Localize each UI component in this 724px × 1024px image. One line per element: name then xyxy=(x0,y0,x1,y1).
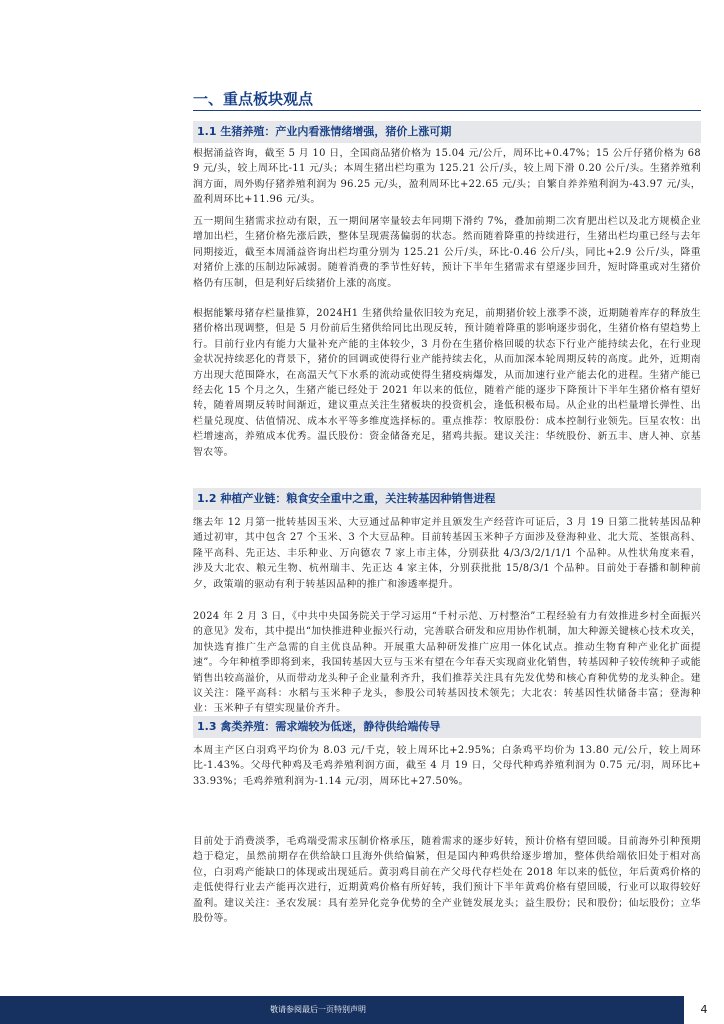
paragraph-hog-weight: 五一期间生猪需求拉动有限，五一期间屠宰量较去年同期下滑约 7%，叠加前期二次育肥出栏以及北方规模企业增加出栏，生猪价格先涨后跌，整体呈现震荡偏弱的状态。然而随着降重的持续进行，生猪出栏均重已经与去年同期接近，截至本周涌益咨询出栏均重分别为 125.21 公斤/头，环比-0.46 公斤/头，同比+2.9 公斤/头，降重对猪价上涨的压制边际减弱。随着消费的季节性好转，预计下半年生猪需求有望逐步回升，短时降重或对生猪价格仍有压制，但是利好后续猪价上涨的高度。 xyxy=(193,216,701,289)
disclaimer-note: 敬请参阅最后一页特别声明 xyxy=(270,1005,366,1014)
section-heading-hog-farming: 1.1 生猪养殖：产业内看涨情绪增强，猪价上涨可期 xyxy=(193,121,701,143)
page-title: 一、重点板块观点 xyxy=(193,90,314,108)
section-heading-poultry: 1.3 禽类养殖：需求端较为低迷，静待供给端传导 xyxy=(193,716,701,738)
paragraph-poultry-prices: 本周主产区白羽鸡平均价为 8.03 元/千克，较上周环比+2.95%；白条鸡平均价为 13.80 元/公斤，较上周环比-1.43%。父母代种鸡及毛鸡养殖利润方面，截至 4 月 19 日，父母代种鸡养殖利润为 0.75 元/羽，周环比+33.93%；毛鸡养殖利润为-1.14 元/羽，周环比+27.50%。 xyxy=(193,745,701,787)
paragraph-seed-policy: 2024 年 2 月 3 日，《中共中央国务院关于学习运用“千村示范、万村整治”工程经验有力有效推进乡村全面振兴的意见》发布，其中提出“加快推进种业振兴行动，完善联合研发和应用协作机制，加大种源关键核心技术攻关，加快选育推广生产急需的自主优良品种。开展重大品种研发推广应用一体化试点。推动生物育种产业化扩面提速”。今年种植季即将到来，我国转基因大豆与玉米有望在今年春天实现商业化销售，转基因种子较传统种子或能销售出较高溢价，从而带动龙头种子企业量利齐升，我们推荐关注具有先发优势和核心育种优势的龙头种企。建议关注：隆平高科：水稻与玉米种子龙头，参股公司转基因技术领先；大北农：转基因性状储备丰富；登海种业：玉米种子有望实现量价齐升。 xyxy=(193,611,701,715)
paragraph-gmo-varieties: 继去年 12 月第一批转基因玉米、大豆通过品种审定并且颁发生产经营许可证后，3 月 19 日第二批转基因品种通过初审，其中包含 27 个玉米、3 个大豆品种。目前转基因玉米种子方面涉及登海种业、北大荒、荃银高科、隆平高科、先正达、丰乐种业、万向德农 7 家上市主体，分别获批 4/3/3/2/1/1/1 个品种。从性状角度来看，涉及大北农、粮元生物、杭州瑞丰、先正达 4 家主体，分别获批批 15/8/3/1 个品种。目前处于春播和制种前夕，政策端的驱动有利于转基因品种的推广和渗透率提升。 xyxy=(193,517,701,590)
page-number: 4 xyxy=(684,996,724,1024)
paragraph-poultry-outlook: 目前处于消费淡季，毛鸡端受需求压制价格承压，随着需求的逐步好转，预计价格有望回暖。目前海外引种预期趋于稳定，虽然前期存在供给缺口且海外供给偏紧，但是国内种鸡供给逐步增加，整体供给端依旧处于相对高位，白羽鸡产能缺口的体现或出现延后。黄羽鸡目前在产父母代存栏处在 2018 年以来的低位，年后黄鸡价格的走低使得行业去产能再次进行，近期黄鸡价格有所好转，我们预计下半年黄鸡价格有望回暖，行业可以取得较好盈利。建议关注：圣农发展：具有差异化竞争优势的全产业链发展龙头；益生股份；民和股份；仙坛股份；立华股份等。 xyxy=(193,836,701,925)
page-footer xyxy=(0,996,724,1024)
title-divider xyxy=(193,110,701,111)
paragraph-hog-prices: 根据涌益咨询，截至 5 月 10 日，全国商品猪价格为 15.04 元/公斤，周环比+0.47%；15 公斤仔猪价格为 689 元/头，较上周环比-11 元/头；本周生猪出栏均重为 125.21 公斤/头，较上周下滑 0.20 公斤/头。生猪养殖利润方面，周外购仔猪养殖利润为 96.25 元/头，盈利周环比+22.65 元/头；自繁自养养殖利润为-43.97 元/头，盈利周环比+11.96 元/头。 xyxy=(193,148,701,206)
paragraph-hog-outlook: 根据能繁母猪存栏量推算，2024H1 生猪供给量依旧较为充足，前期猪价较上涨季不淡，近期随着库存的释放生猪价格出现调整，但是 5 月份前后生猪供给同比出现反转，预计随着降重的影响逐步弱化，生猪价格有望趋势上行。目前行业内有能力大量补充产能的主体较少，3 月份在生猪价格回暖的状态下行业产能持续去化，在行业现金状况持续恶化的背景下，猪价的回调或使得行业产能持续去化，从而加深本轮周期反转的高度。此外，近期南方出现大范围降水，在高温天气下水系的流动或使得生猪疫病爆发，从而加速行业产能去化的进程。生猪产能已经去化 15 个月之久，生猪产能已经处于 2021 年以来的低位，随着产能的逐步下降预计下半年生猪价格有望好转，随着周期反转时间渐近，建议重点关注生猪板块的投资机会，逢低积极布局。从企业的出栏量增长弹性、出栏量兑现度、估值情况、成本水平等多维度选择标的。重点推荐：牧原股份：成本控制行业领先。巨星农牧：出栏增速高，养殖成本优秀。温氏股份：资金储备充足，猪鸡共振。建议关注：华统股份、新五丰、唐人神、京基智农等。 xyxy=(193,308,701,458)
section-heading-planting: 1.2 种植产业链：粮食安全重中之重，关注转基因种销售进程 xyxy=(193,488,701,510)
